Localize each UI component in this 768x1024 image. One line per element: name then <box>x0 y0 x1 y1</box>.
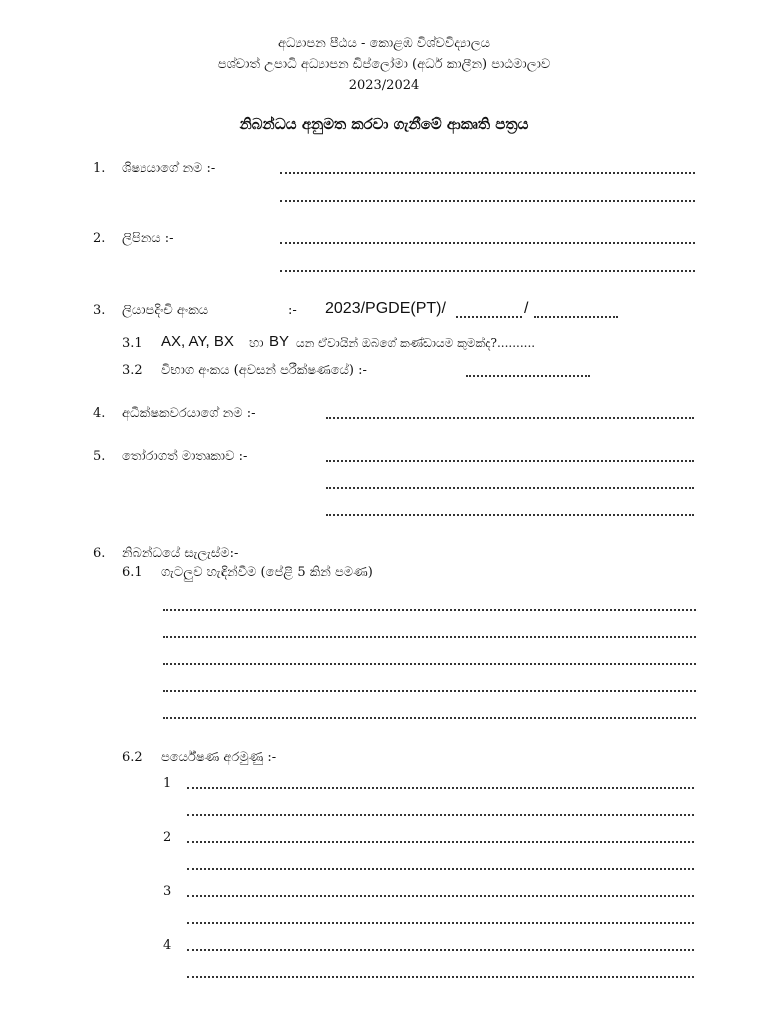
student-name-field-line-2[interactable] <box>280 200 695 202</box>
registration-prefix: 2023/PGDE(PT)/ <box>325 300 446 317</box>
plan-label: නිබන්ධයේ සැලැස්ම:- <box>122 546 239 561</box>
item-6-1-number: 6.1 <box>122 565 143 580</box>
topic-field-line-2[interactable] <box>326 487 694 489</box>
faculty-line: අධ්‍යාපන පීඨය - කොළඹ විශ්වවිද්‍යාලය <box>278 36 490 51</box>
student-name-label: ශිෂ්‍යයාගේ නම :- <box>122 161 216 176</box>
address-field-line-2[interactable] <box>280 270 695 272</box>
item-4-number: 4. <box>93 406 106 421</box>
objectives-label: පර්යේෂණ අරමුණු :- <box>161 750 277 765</box>
form-title: නිබන්ධය අනුමත කරවා ගැනීමේ ආකෘති පත්‍රය <box>239 115 529 133</box>
objective-number: 2 <box>163 830 172 845</box>
objective-1-line-1[interactable] <box>187 787 694 789</box>
group-code-last: BY <box>269 333 290 350</box>
problem-field-line-1[interactable] <box>163 609 696 611</box>
group-question: යන ඒවායින් ඔබගේ කණ්ඩායම කුමක්ද?.......... <box>296 336 536 350</box>
course-line: පශ්චාත් උපාධි අධ්‍යාපන ඩිප්ලෝමා (අර්ධ කාලීන) පාඨමාලාව <box>217 57 551 72</box>
registration-slash: / <box>524 300 529 317</box>
item-1-number: 1. <box>93 161 106 176</box>
objective-number: 4 <box>163 938 172 953</box>
topic-field-line-1[interactable] <box>326 460 694 462</box>
registration-field-part-2[interactable] <box>534 316 618 318</box>
objective-3-line-2[interactable] <box>187 922 694 924</box>
topic-label: තෝරාගත් මාතෘකාව :- <box>122 449 248 464</box>
item-5-number: 5. <box>93 449 106 464</box>
item-2-number: 2. <box>93 231 106 246</box>
objective-number: 3 <box>163 884 172 899</box>
objective-1-line-2[interactable] <box>187 814 694 816</box>
item-6-2-number: 6.2 <box>122 750 143 765</box>
registration-number-label: ලියාපදිංචි අංකය <box>122 303 209 318</box>
registration-separator: :- <box>288 303 297 318</box>
item-3-2-number: 3.2 <box>122 363 143 378</box>
objective-4-line-2[interactable] <box>187 976 694 978</box>
address-label: ලිපිනය :- <box>122 231 174 246</box>
exam-number-label: විභාග අංකය (අවසන් පරීක්ෂණයේ) :- <box>161 363 367 378</box>
objective-2-line-1[interactable] <box>187 841 694 843</box>
student-name-field-line-1[interactable] <box>280 172 695 174</box>
registration-field-part-1[interactable] <box>456 316 522 318</box>
group-codes: AX, AY, BX <box>161 333 234 350</box>
academic-year: 2023/2024 <box>348 78 420 93</box>
item-6-number: 6. <box>93 546 106 561</box>
group-codes-and: හා <box>249 336 264 351</box>
objective-number: 1 <box>163 776 172 791</box>
topic-field-line-3[interactable] <box>326 514 694 516</box>
objective-2-line-2[interactable] <box>187 868 694 870</box>
problem-field-line-5[interactable] <box>163 717 696 719</box>
address-field-line-1[interactable] <box>280 242 695 244</box>
exam-number-field[interactable] <box>466 375 590 377</box>
problem-field-line-3[interactable] <box>163 663 696 665</box>
problem-intro-label: ගැටලුව හැඳින්වීම (පේළි 5 කින් පමණ) <box>161 565 373 580</box>
objective-3-line-1[interactable] <box>187 895 694 897</box>
problem-field-line-2[interactable] <box>163 636 696 638</box>
item-3-1-number: 3.1 <box>122 336 143 351</box>
problem-field-line-4[interactable] <box>163 690 696 692</box>
supervisor-name-field[interactable] <box>326 417 694 419</box>
objective-4-line-1[interactable] <box>187 949 694 951</box>
item-3-number: 3. <box>93 303 106 318</box>
supervisor-name-label: අධීක්ෂකවරයාගේ නම :- <box>122 406 256 421</box>
